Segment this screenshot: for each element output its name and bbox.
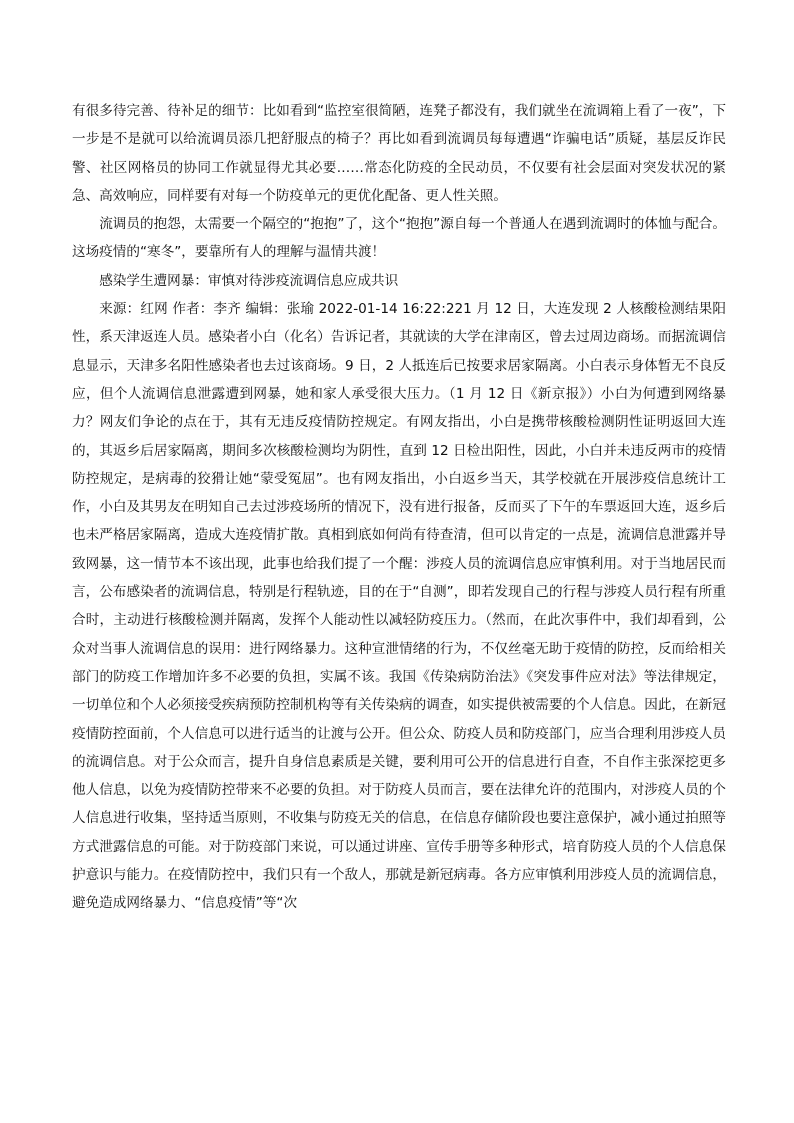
paragraph-article-body: 来源：红网 作者：李齐 编辑：张瑜 2022-01-14 16:22:221 月 12 日，大连发现 2 人核酸检测结果阳性，系天津返连人员。感染者小白（化名）告诉记者，其就读的大学在津南区，曾去过周边商场。而据流调信息显示，天津多名阳性感染者也去过该商场。9 日，2 人抵连后已按要求居家隔离。小白表示身体暂无不良反应，但个人流调信息泄露遭到网暴，她和家人承受很大压力。（1 月 12 日《新京报》）小白为何遭到网络暴力？网友们争论的点在于，其有无违反疫情防控规定。有网友指出，小白是携带核酸检测阴性证明返回大连的，其返乡后居家隔离，期间多次核酸检测均为阴性，直到 12 日检出阳性，因此，小白并未违反两市的疫情防控规定，是病毒的狡猾让她“蒙受冤屈”。也有网友指出，小白返乡当天，其学校就在开展涉疫信息统计工作，小白及其男友在明知自己去过涉疫场所的情况下，没有进行报备，反而买了下午的车票返回大连，返乡后也未严格居家隔离，造成大连疫情扩散。真相到底如何尚有待查清，但可以肯定的一点是，流调信息泄露并导致网暴，这一情节本不该出现，此事也给我们提了一个醒：涉疫人员的流调信息应审慎利用。对于当地居民而言，公布感染者的流调信息，特别是行程轨迹，目的在于“自测”，即若发现自己的行程与涉疫人员行程有所重合时，主动进行核酸检测并隔离，发挥个人能动性以减轻防疫压力。（然而，在此次事件中，我们却看到，公众对当事人流调信息的误用：进行网络暴力。这种宣泄情绪的行为，不仅丝毫无助于疫情的防控，反而给相关部门的防疫工作增加许多不必要的负担，实属不该。我国《传染病防治法》《突发事件应对法》等法律规定，一切单位和个人必须接受疾病预防控制机构等有关传染病的调查，如实提供被需要的个人信息。因此，在新冠疫情防控面前，个人信息可以进行适当的让渡与公开。但公众、防疫人员和防疫部门，应当合理利用涉疫人员的流调信息。对于公众而言，提升自身信息素质是关键，要利用可公开的信息进行自查，不自作主张深挖更多他人信息，以免为疫情防控带来不必要的负担。对于防疫人员而言，要在法律允许的范围内，对涉疫人员的个人信息进行收集，坚持适当原则，不收集与防疫无关的信息，在信息存储阶段也要注意保护，减小通过拍照等方式泄露信息的可能。对于防疫部门来说，可以通过讲座、宣传手册等多种形式，培育防疫人员的个人信息保护意识与能力。在疫情防控中，我们只有一个敌人，那就是新冠病毒。各方应审慎利用涉疫人员的流调信息，避免造成网络暴力、“信息疫情”等“次 xyxy=(72,301,726,912)
article-headline: 感染学生遭网暴：审慎对待涉疫流调信息应成共识 xyxy=(99,272,399,289)
paragraph-hug: 流调员的抱怨，太需要一个隔空的“抱抱”了，这个“抱抱”源自每一个普通人在遇到流调时的体恤与配合。这场疫情的“寒冬”，要靠所有人的理解与温情共渡！ xyxy=(72,216,726,261)
document-body xyxy=(72,97,726,918)
paragraph-detail-improvements: 有很多待完善、待补足的细节：比如看到“监控室很简陋，连凳子都没有，我们就坐在流调箱上看了一夜”，下一步是不是就可以给流调员添几把舒服点的椅子？再比如看到流调员每每遭遇“诈骗电话”质疑，基层反诈民警、社区网格员的协同工作就显得尤其必要……常态化防疫的全民动员，不仅要有社会层面对突发状况的紧急、高效响应，同样要有对每一个防疫单元的更优化配备、更人性关照。 xyxy=(72,103,726,204)
